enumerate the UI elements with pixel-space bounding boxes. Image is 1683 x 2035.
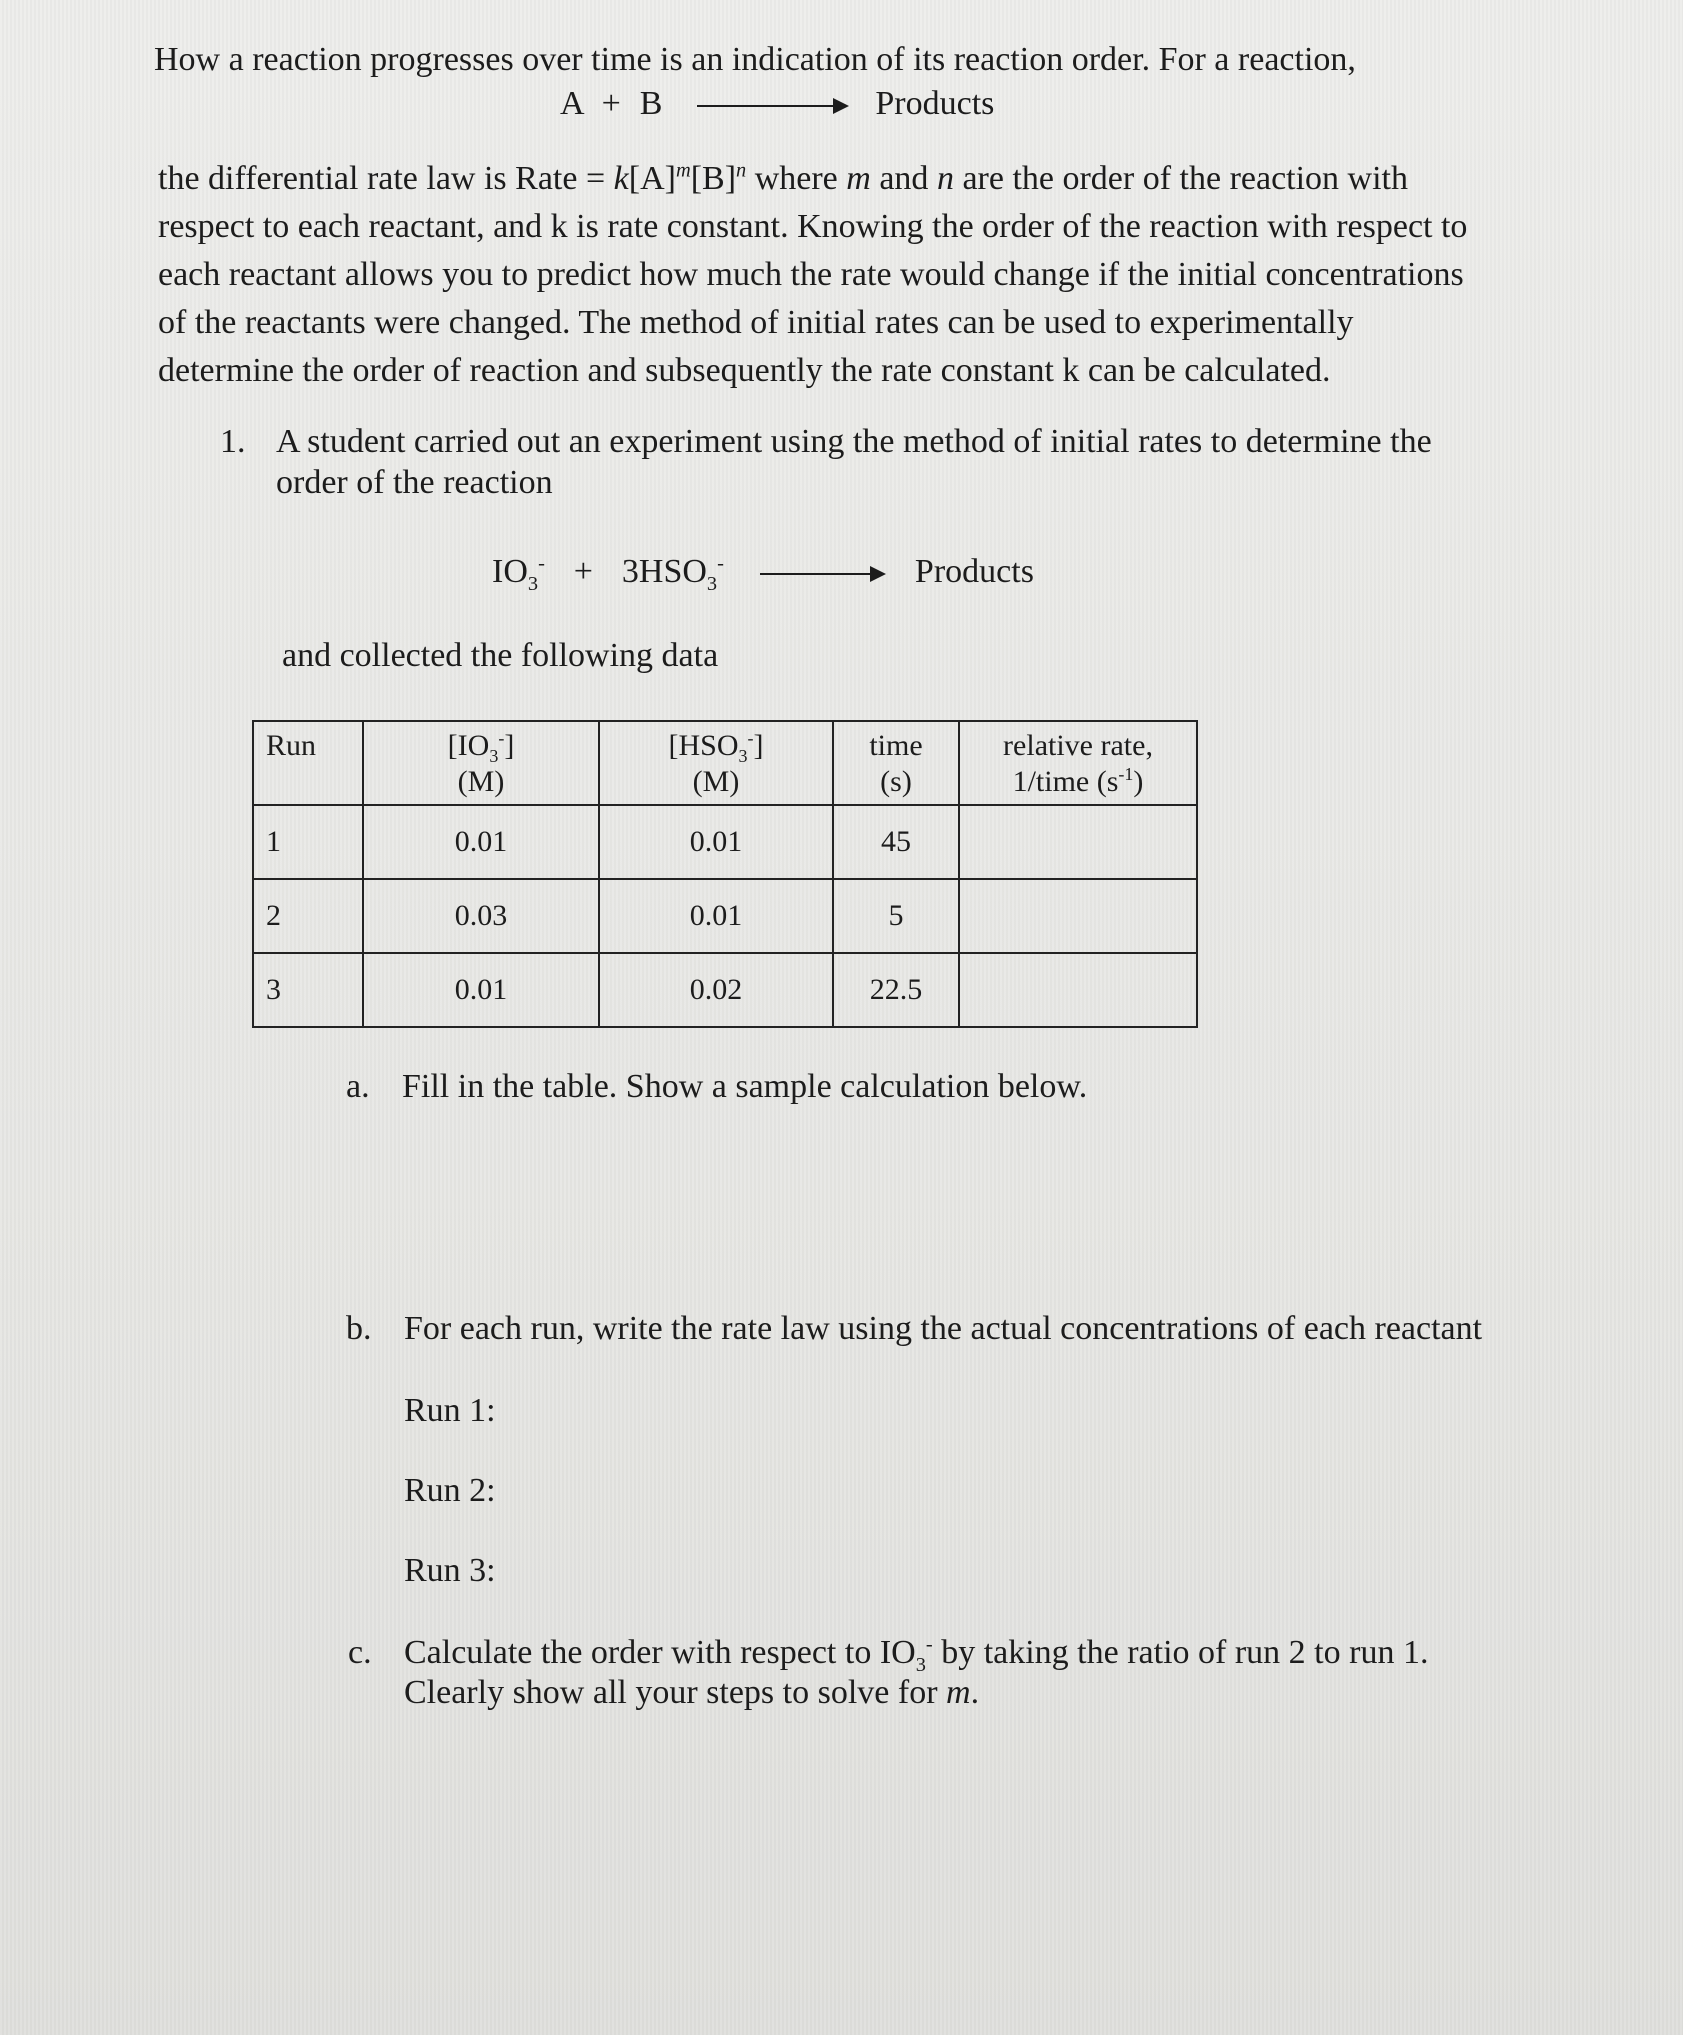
- cell-run: 1: [253, 805, 363, 879]
- bisulfite-formula: $3HSO_3^-$: [621, 552, 724, 595]
- part-a-label: a.: [346, 1068, 370, 1105]
- table-row: [253, 879, 1197, 953]
- table-row: [253, 805, 1197, 879]
- cell-run: 3: [253, 953, 363, 1027]
- header-time: time (s): [833, 721, 959, 805]
- run-3-label: Run 3:: [404, 1552, 496, 1589]
- cell-time: 22.5: [833, 953, 959, 1027]
- question-1-line-2: order of the reaction: [276, 464, 553, 501]
- table-row: [253, 953, 1197, 1027]
- question-1-line-1: A student carried out an experiment using the method of initial rates to determine the: [276, 423, 1432, 460]
- plus-sign: +: [601, 85, 621, 122]
- part-b-label: b.: [346, 1310, 372, 1347]
- header-io3: $[IO_3^-]$ (M): [363, 721, 599, 805]
- products-label: Products: [875, 85, 995, 122]
- cell-relative-rate-blank[interactable]: [959, 953, 1197, 1027]
- cell-io3: 0.03: [363, 879, 599, 953]
- question-number: 1.: [220, 423, 246, 460]
- cell-run: 2: [253, 879, 363, 953]
- part-c-line-1: Calculate the order with respect to $IO_3^-$ by taking the ratio of run 2 to run 1.: [404, 1633, 1429, 1676]
- paragraph-line: determine the order of reaction and subsequently the rate constant k can be calculated.: [158, 352, 1331, 389]
- cell-hso3: 0.02: [599, 953, 833, 1027]
- cell-relative-rate-blank[interactable]: [959, 879, 1197, 953]
- paragraph-line: respect to each reactant, and k is rate constant. Knowing the order of the reaction with respect to: [158, 208, 1468, 245]
- intro-paragraph: [158, 155, 1608, 395]
- run-2-label: Run 2:: [404, 1472, 496, 1509]
- iodate-formula: $IO_3^-$: [492, 552, 545, 595]
- experiment-reaction: [492, 548, 1034, 596]
- header-run: Run: [253, 721, 363, 805]
- part-c-label: c.: [348, 1634, 372, 1671]
- intro-line-1: How a reaction progresses over time is an indication of its reaction order. For a reaction,: [154, 41, 1356, 78]
- cell-time: 5: [833, 879, 959, 953]
- reaction-arrow-icon: [760, 573, 884, 575]
- reaction-arrow-icon: [697, 105, 847, 107]
- part-b-text: For each run, write the rate law using the actual concentrations of each reactant: [404, 1310, 1483, 1347]
- cell-relative-rate-blank[interactable]: [959, 805, 1197, 879]
- table-header-row: [253, 721, 1197, 805]
- part-a-text: Fill in the table. Show a sample calculation below.: [402, 1068, 1088, 1105]
- paragraph-line: each reactant allows you to predict how much the rate would change if the initial concentrations: [158, 256, 1464, 293]
- data-table: [252, 720, 1198, 1028]
- cell-io3: 0.01: [363, 805, 599, 879]
- plus-sign: +: [573, 553, 593, 590]
- header-hso3: $[HSO_3^-]$ (M): [599, 721, 833, 805]
- products-label: Products: [914, 553, 1034, 590]
- reactant-b: B: [639, 85, 663, 122]
- run-1-label: Run 1:: [404, 1392, 496, 1429]
- reactant-a: A: [560, 85, 583, 122]
- collected-data-line: and collected the following data: [282, 637, 719, 674]
- paragraph-line: of the reactants were changed. The method of initial rates can be used to experimentally: [158, 304, 1354, 341]
- generic-reaction: [560, 80, 994, 128]
- cell-io3: 0.01: [363, 953, 599, 1027]
- cell-hso3: 0.01: [599, 879, 833, 953]
- part-c-line-2: Clearly show all your steps to solve for m.: [404, 1674, 980, 1711]
- cell-hso3: 0.01: [599, 805, 833, 879]
- cell-time: 45: [833, 805, 959, 879]
- rate-law-line: the differential rate law is Rate = $k[A]^m[B]^n$ where m and n are the order of the reaction with: [158, 159, 1409, 197]
- header-relative-rate: relative rate, 1/time $(s^{-1})$: [959, 721, 1197, 805]
